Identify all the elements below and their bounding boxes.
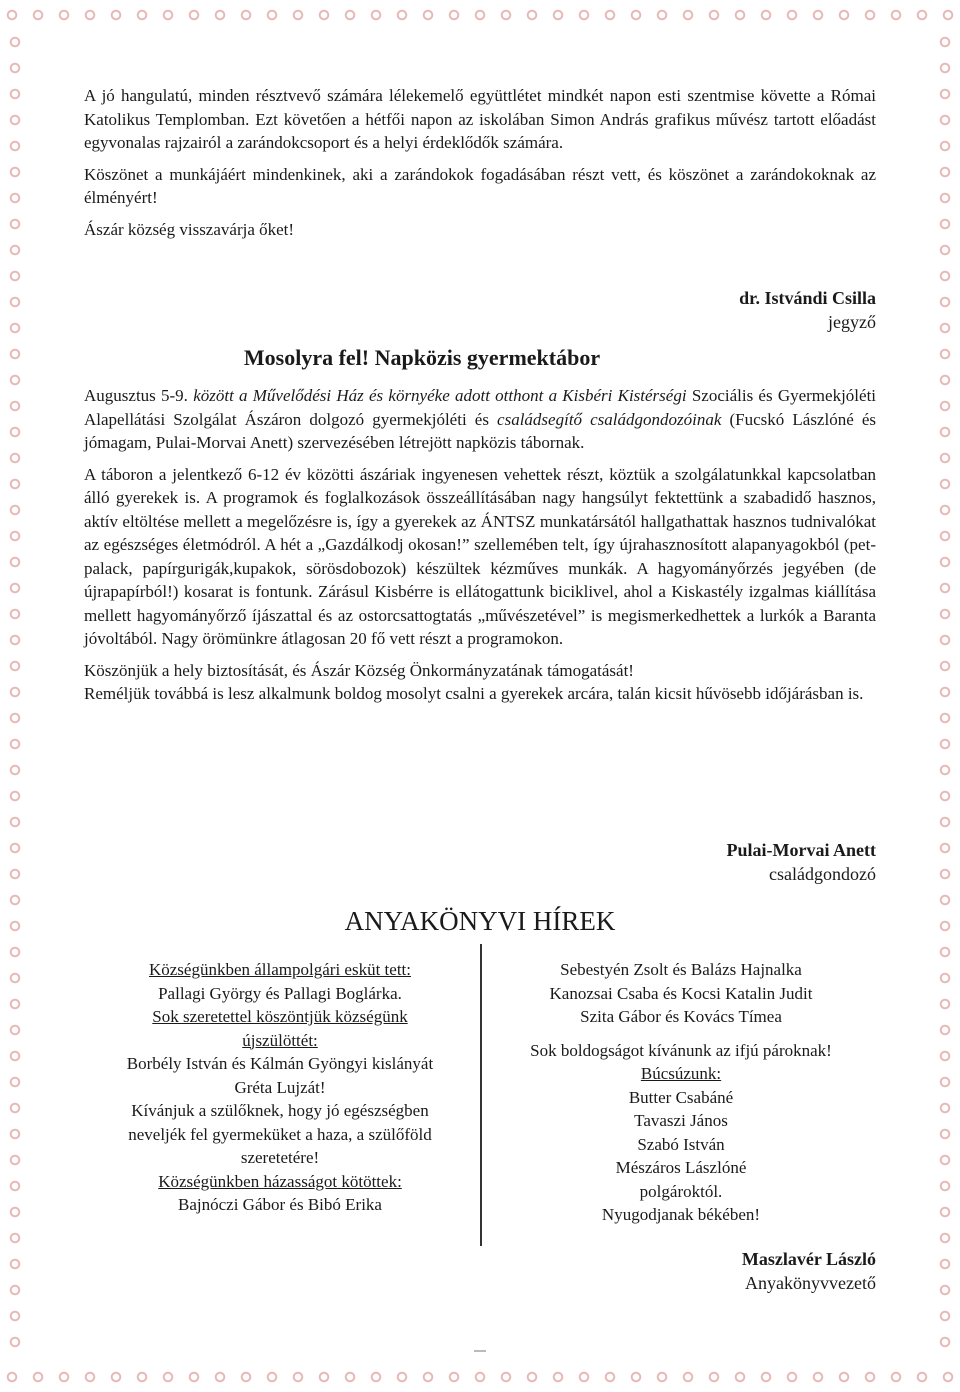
rest-in-peace: Nyugodjanak békében! [601, 1205, 761, 1224]
camp-heading: Mosolyra fel! Napközis gyermektábor [243, 345, 601, 370]
signature-name: dr. Istvándi Csilla [739, 288, 876, 308]
intro-paragraph-2: Köszönet a munkájáért mindenkinek, aki a zarándokok fogadásában részt vett, és köszönet a zarándokoknak az élményért! [84, 164, 876, 207]
wish-line-1: Kívánjuk a szülőknek, hogy jó egészségben [131, 1101, 429, 1120]
couple-2: Kanozsai Csaba és Kocsi Katalin Judit [549, 983, 813, 1003]
couples-wish: Sok boldogságot kívánunk az ifjú pároknak! [530, 1040, 832, 1060]
camp-paragraph-3b: Reméljük továbbá is lesz alkalmunk boldog mosolyt csalni a gyerekek arcára, talán kicsit hűvösebb időjárásban is. [84, 684, 864, 703]
camp-date: Augusztus 5-9. [84, 386, 188, 405]
page-mark [474, 1350, 486, 1352]
intro-paragraph-3: Ászár község visszavárja őket! [84, 219, 295, 239]
signature-role: jegyző [828, 312, 876, 332]
decorative-border-top [0, 0, 960, 30]
farewell-line: polgároktól. [639, 1181, 723, 1201]
decorative-border-bottom [0, 1362, 960, 1392]
signature-jegyzo [600, 286, 876, 334]
newborn-title-line-1: Sok szeretettel köszöntjük községünk [152, 1007, 408, 1026]
deceased-3: Szabó István [637, 1134, 725, 1154]
oath-names: Pallagi György és Pallagi Boglárka. [158, 983, 402, 1003]
newborn-line-2: Gréta Lujzát! [234, 1077, 326, 1097]
signature-csaladgondozo [560, 838, 876, 886]
deceased-1: Butter Csabáné [628, 1087, 734, 1107]
camp-paragraph-1 [84, 384, 876, 455]
decorative-border-right [930, 30, 960, 1362]
camp-paragraph-3a: Köszönjük a hely biztosítását, és Ászár Község Önkormányzatának támogatását! [84, 660, 634, 680]
camp-paragraph-2: A táboron a jelentkező 6-12 év közötti ászáriak ingyenesen vehettek részt, köztük a szolgálatunkkal kapcsolatban álló gyerekek is. A programok és foglalkozások összeállításában nagy hangsúlyt fektettünk a szabadidő hasznos, aktív eltöltése mellett a megelőzésre is, így a gyerekek az ÁNTSZ munkatársától hallgathattak hasznos tudnivalókat az egészséges életmódról. A hét a „Gazdálkodj okosan!” szellemében telt, így újrahasznosított alapanyagokból (pet-palack, papírgurigák,kupakok, sörösdobozok) készültek kézműves munkák. A hagyományőrzés jegyében (de újrapapírból!) kosarat is fontunk. Zárásul Kisbérre is ellátogattunk biciklivel, ahol a Kiskastély izgalmas kiállítása mellett hagyományőrző íjászattal és az ostorcsattogtatás „művészetével” is megismerkedhettek a lurkók a Baranta jóvoltából. Nagy örömünkre átlagosan 20 fő vett részt a programokon. [84, 464, 876, 648]
deceased-4: Mészáros Lászlóné [615, 1158, 747, 1177]
married-names: Bajnóczi Gábor és Bibó Erika [178, 1195, 382, 1214]
intro-paragraph-1: A jó hangulatú, minden résztvevő számára lélekemelő együttlétet mindkét napon esti szentmise követte a Római Katolikus Templomban. Ezt követően a hétfői napon az iskolában Simon András grafikus művész tartott előadást egyvonalas rajzairól a zarándokcsoport és a helyi érdeklődők számára. [84, 86, 876, 152]
column-divider [480, 944, 482, 1246]
camp-organizers-label: családsegítő családgondozóinak [497, 409, 722, 429]
signature-name: Pulai-Morvai Anett [726, 840, 876, 860]
couple-1: Sebestyén Zsolt és Balázs Hajnalka [560, 960, 802, 979]
signature-name: Maszlavér László [741, 1249, 876, 1269]
registry-heading: ANYAKÖNYVI HÍREK [344, 906, 616, 936]
decorative-border-left [0, 30, 30, 1362]
married-title: Községünkben házasságot kötöttek: [158, 1171, 402, 1191]
camp-section [84, 384, 876, 706]
couple-3: Szita Gábor és Kovács Tímea [580, 1007, 782, 1026]
deceased-2: Tavaszi János [634, 1111, 728, 1130]
wish-line-3: szeretetére! [240, 1148, 320, 1167]
wish-line-2: neveljék fel gyermeküket a haza, a szülőföld [128, 1124, 432, 1144]
camp-host-text: között a Művelődési Ház és környéke adott otthont a Kisbéri Kistérségi [193, 386, 687, 405]
registry-left-column [84, 958, 476, 1217]
farewell-title: Búcsúzunk: [640, 1064, 722, 1083]
signature-anyakonyvvezeto [620, 1247, 876, 1295]
camp-org-text: Szociális és Gyermekjóléti Alapellátási Szolgálat Ászáron dolgozó gyermekjóléti és [84, 386, 877, 429]
oath-title: Községünkben állampolgári esküt tett: [148, 960, 411, 979]
newborn-title-line-2: újszülöttét: [242, 1030, 318, 1050]
newborn-line-1: Borbély István és Kálmán Gyöngyi kislányát [126, 1054, 434, 1073]
camp-organizers-text: (Fucskó Lászlóné és jómagam, Pulai-Morvai Anett) szervezésében létrejött napközis tábornak. [84, 409, 877, 452]
signature-role: családgondozó [769, 864, 876, 884]
intro-section [84, 84, 876, 241]
signature-role: Anyakönyvvezető [745, 1273, 876, 1293]
registry-right-column [486, 958, 876, 1227]
